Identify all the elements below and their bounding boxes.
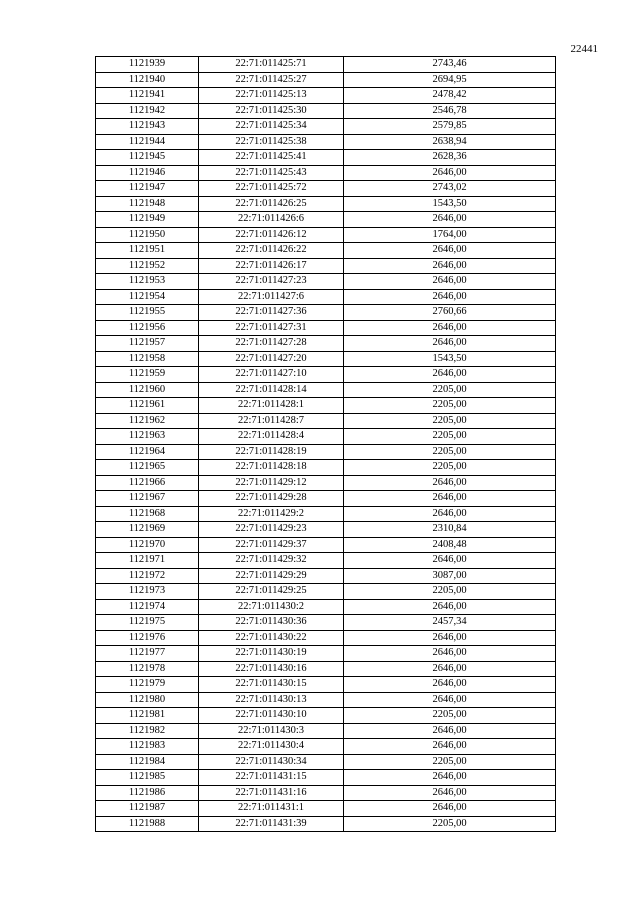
table-row <box>96 165 556 181</box>
value-cell: 2646,00 <box>344 677 556 693</box>
value-cell: 2646,00 <box>344 553 556 569</box>
cadastral-number-cell: 22:71:011428:18 <box>199 460 344 476</box>
value-cell: 2646,00 <box>344 289 556 305</box>
value-cell: 2205,00 <box>344 413 556 429</box>
row-id-cell: 1121972 <box>96 568 199 584</box>
value-cell: 2646,00 <box>344 258 556 274</box>
cadastral-number-cell: 22:71:011427:20 <box>199 351 344 367</box>
cadastral-number-cell: 22:71:011425:34 <box>199 119 344 135</box>
cadastral-number-cell: 22:71:011429:28 <box>199 491 344 507</box>
row-id-cell: 1121984 <box>96 754 199 770</box>
value-cell: 2478,42 <box>344 88 556 104</box>
value-cell: 2310,84 <box>344 522 556 538</box>
cadastral-number-cell: 22:71:011425:41 <box>199 150 344 166</box>
cadastral-number-cell: 22:71:011430:4 <box>199 739 344 755</box>
table-row <box>96 568 556 584</box>
row-id-cell: 1121946 <box>96 165 199 181</box>
row-id-cell: 1121939 <box>96 57 199 73</box>
row-id-cell: 1121941 <box>96 88 199 104</box>
cadastral-number-cell: 22:71:011427:36 <box>199 305 344 321</box>
table-row <box>96 258 556 274</box>
row-id-cell: 1121973 <box>96 584 199 600</box>
cadastral-number-cell: 22:71:011431:16 <box>199 785 344 801</box>
value-cell: 2646,00 <box>344 475 556 491</box>
table-row <box>96 351 556 367</box>
row-id-cell: 1121963 <box>96 429 199 445</box>
value-cell: 2205,00 <box>344 429 556 445</box>
row-id-cell: 1121960 <box>96 382 199 398</box>
table-row <box>96 444 556 460</box>
table-row <box>96 584 556 600</box>
table-row <box>96 320 556 336</box>
table-row <box>96 692 556 708</box>
table-row <box>96 243 556 259</box>
table-row <box>96 274 556 290</box>
row-id-cell: 1121945 <box>96 150 199 166</box>
row-id-cell: 1121947 <box>96 181 199 197</box>
row-id-cell: 1121976 <box>96 630 199 646</box>
cadastral-number-cell: 22:71:011425:30 <box>199 103 344 119</box>
page-number: 22441 <box>570 43 598 55</box>
table-row <box>96 491 556 507</box>
value-cell: 2694,95 <box>344 72 556 88</box>
row-id-cell: 1121955 <box>96 305 199 321</box>
table-row <box>96 723 556 739</box>
cadastral-number-cell: 22:71:011430:10 <box>199 708 344 724</box>
table-row <box>96 739 556 755</box>
cadastral-number-cell: 22:71:011425:13 <box>199 88 344 104</box>
cadastral-number-cell: 22:71:011425:38 <box>199 134 344 150</box>
row-id-cell: 1121965 <box>96 460 199 476</box>
cadastral-number-cell: 22:71:011427:10 <box>199 367 344 383</box>
cadastral-number-cell: 22:71:011427:23 <box>199 274 344 290</box>
table-row <box>96 336 556 352</box>
value-cell: 2646,00 <box>344 599 556 615</box>
row-id-cell: 1121977 <box>96 646 199 662</box>
row-id-cell: 1121979 <box>96 677 199 693</box>
table-row <box>96 615 556 631</box>
value-cell: 2743,46 <box>344 57 556 73</box>
table-row <box>96 72 556 88</box>
table-row <box>96 661 556 677</box>
value-cell: 2743,02 <box>344 181 556 197</box>
cadastral-number-cell: 22:71:011430:36 <box>199 615 344 631</box>
cadastral-number-cell: 22:71:011428:1 <box>199 398 344 414</box>
row-id-cell: 1121978 <box>96 661 199 677</box>
row-id-cell: 1121987 <box>96 801 199 817</box>
table-row <box>96 770 556 786</box>
table-row <box>96 475 556 491</box>
row-id-cell: 1121957 <box>96 336 199 352</box>
value-cell: 2546,78 <box>344 103 556 119</box>
row-id-cell: 1121982 <box>96 723 199 739</box>
table-row <box>96 134 556 150</box>
cadastral-number-cell: 22:71:011426:12 <box>199 227 344 243</box>
row-id-cell: 1121943 <box>96 119 199 135</box>
row-id-cell: 1121961 <box>96 398 199 414</box>
value-cell: 2646,00 <box>344 491 556 507</box>
value-cell: 2646,00 <box>344 785 556 801</box>
value-cell: 3087,00 <box>344 568 556 584</box>
cadastral-number-cell: 22:71:011426:25 <box>199 196 344 212</box>
cadastral-number-cell: 22:71:011425:72 <box>199 181 344 197</box>
cadastral-number-cell: 22:71:011429:25 <box>199 584 344 600</box>
table-row <box>96 801 556 817</box>
cadastral-number-cell: 22:71:011428:7 <box>199 413 344 429</box>
cadastral-number-cell: 22:71:011429:23 <box>199 522 344 538</box>
table-row <box>96 227 556 243</box>
row-id-cell: 1121948 <box>96 196 199 212</box>
data-table <box>95 56 556 832</box>
table-row <box>96 305 556 321</box>
row-id-cell: 1121967 <box>96 491 199 507</box>
value-cell: 2205,00 <box>344 754 556 770</box>
table-row <box>96 708 556 724</box>
value-cell: 1543,50 <box>344 351 556 367</box>
value-cell: 2408,48 <box>344 537 556 553</box>
value-cell: 2646,00 <box>344 212 556 228</box>
row-id-cell: 1121974 <box>96 599 199 615</box>
cadastral-number-cell: 22:71:011430:3 <box>199 723 344 739</box>
table-row <box>96 382 556 398</box>
row-id-cell: 1121980 <box>96 692 199 708</box>
row-id-cell: 1121951 <box>96 243 199 259</box>
value-cell: 2646,00 <box>344 801 556 817</box>
row-id-cell: 1121981 <box>96 708 199 724</box>
table-row <box>96 57 556 73</box>
cadastral-number-cell: 22:71:011427:6 <box>199 289 344 305</box>
value-cell: 2638,94 <box>344 134 556 150</box>
value-cell: 2646,00 <box>344 243 556 259</box>
value-cell: 2205,00 <box>344 584 556 600</box>
value-cell: 2646,00 <box>344 274 556 290</box>
row-id-cell: 1121986 <box>96 785 199 801</box>
cadastral-number-cell: 22:71:011429:29 <box>199 568 344 584</box>
value-cell: 1764,00 <box>344 227 556 243</box>
row-id-cell: 1121983 <box>96 739 199 755</box>
table-body <box>96 57 556 832</box>
cadastral-number-cell: 22:71:011430:13 <box>199 692 344 708</box>
table-row <box>96 537 556 553</box>
row-id-cell: 1121944 <box>96 134 199 150</box>
cadastral-number-cell: 22:71:011430:2 <box>199 599 344 615</box>
cadastral-number-cell: 22:71:011429:12 <box>199 475 344 491</box>
row-id-cell: 1121964 <box>96 444 199 460</box>
table-row <box>96 289 556 305</box>
cadastral-number-cell: 22:71:011426:6 <box>199 212 344 228</box>
table-row <box>96 785 556 801</box>
row-id-cell: 1121969 <box>96 522 199 538</box>
table-row <box>96 367 556 383</box>
cadastral-number-cell: 22:71:011430:22 <box>199 630 344 646</box>
value-cell: 2646,00 <box>344 723 556 739</box>
cadastral-number-cell: 22:71:011425:71 <box>199 57 344 73</box>
cadastral-number-cell: 22:71:011427:31 <box>199 320 344 336</box>
value-cell: 2579,85 <box>344 119 556 135</box>
cadastral-number-cell: 22:71:011425:27 <box>199 72 344 88</box>
cadastral-number-cell: 22:71:011430:16 <box>199 661 344 677</box>
row-id-cell: 1121949 <box>96 212 199 228</box>
table-row <box>96 103 556 119</box>
row-id-cell: 1121953 <box>96 274 199 290</box>
row-id-cell: 1121971 <box>96 553 199 569</box>
cadastral-number-cell: 22:71:011430:34 <box>199 754 344 770</box>
table-row <box>96 816 556 832</box>
table-row <box>96 181 556 197</box>
row-id-cell: 1121962 <box>96 413 199 429</box>
table-row <box>96 119 556 135</box>
table-row <box>96 88 556 104</box>
value-cell: 2205,00 <box>344 398 556 414</box>
value-cell: 2646,00 <box>344 770 556 786</box>
table-row <box>96 646 556 662</box>
cadastral-number-cell: 22:71:011430:19 <box>199 646 344 662</box>
row-id-cell: 1121942 <box>96 103 199 119</box>
value-cell: 2646,00 <box>344 661 556 677</box>
table-row <box>96 429 556 445</box>
value-cell: 2457,34 <box>344 615 556 631</box>
table-row <box>96 506 556 522</box>
cadastral-number-cell: 22:71:011428:4 <box>199 429 344 445</box>
cadastral-number-cell: 22:71:011430:15 <box>199 677 344 693</box>
table-row <box>96 522 556 538</box>
value-cell: 2646,00 <box>344 692 556 708</box>
cadastral-number-cell: 22:71:011429:2 <box>199 506 344 522</box>
value-cell: 1543,50 <box>344 196 556 212</box>
value-cell: 2205,00 <box>344 460 556 476</box>
value-cell: 2646,00 <box>344 506 556 522</box>
value-cell: 2646,00 <box>344 336 556 352</box>
cadastral-number-cell: 22:71:011431:39 <box>199 816 344 832</box>
cadastral-number-cell: 22:71:011426:22 <box>199 243 344 259</box>
value-cell: 2646,00 <box>344 320 556 336</box>
row-id-cell: 1121952 <box>96 258 199 274</box>
cadastral-number-cell: 22:71:011429:32 <box>199 553 344 569</box>
value-cell: 2205,00 <box>344 708 556 724</box>
value-cell: 2205,00 <box>344 816 556 832</box>
value-cell: 2646,00 <box>344 165 556 181</box>
table-row <box>96 150 556 166</box>
table-row <box>96 413 556 429</box>
row-id-cell: 1121975 <box>96 615 199 631</box>
table-row <box>96 754 556 770</box>
row-id-cell: 1121970 <box>96 537 199 553</box>
row-id-cell: 1121940 <box>96 72 199 88</box>
table-row <box>96 196 556 212</box>
value-cell: 2628,36 <box>344 150 556 166</box>
table-row <box>96 630 556 646</box>
cadastral-number-cell: 22:71:011426:17 <box>199 258 344 274</box>
table-row <box>96 677 556 693</box>
row-id-cell: 1121956 <box>96 320 199 336</box>
value-cell: 2646,00 <box>344 367 556 383</box>
row-id-cell: 1121958 <box>96 351 199 367</box>
row-id-cell: 1121950 <box>96 227 199 243</box>
value-cell: 2646,00 <box>344 630 556 646</box>
value-cell: 2205,00 <box>344 382 556 398</box>
table-row <box>96 460 556 476</box>
row-id-cell: 1121968 <box>96 506 199 522</box>
row-id-cell: 1121959 <box>96 367 199 383</box>
value-cell: 2646,00 <box>344 739 556 755</box>
table-row <box>96 599 556 615</box>
cadastral-number-cell: 22:71:011427:28 <box>199 336 344 352</box>
table-row <box>96 398 556 414</box>
cadastral-number-cell: 22:71:011428:14 <box>199 382 344 398</box>
cadastral-number-cell: 22:71:011425:43 <box>199 165 344 181</box>
row-id-cell: 1121985 <box>96 770 199 786</box>
cadastral-number-cell: 22:71:011429:37 <box>199 537 344 553</box>
value-cell: 2760,66 <box>344 305 556 321</box>
cadastral-number-cell: 22:71:011431:1 <box>199 801 344 817</box>
table-row <box>96 212 556 228</box>
table-row <box>96 553 556 569</box>
row-id-cell: 1121966 <box>96 475 199 491</box>
row-id-cell: 1121954 <box>96 289 199 305</box>
value-cell: 2646,00 <box>344 646 556 662</box>
cadastral-number-cell: 22:71:011431:15 <box>199 770 344 786</box>
row-id-cell: 1121988 <box>96 816 199 832</box>
value-cell: 2205,00 <box>344 444 556 460</box>
cadastral-number-cell: 22:71:011428:19 <box>199 444 344 460</box>
